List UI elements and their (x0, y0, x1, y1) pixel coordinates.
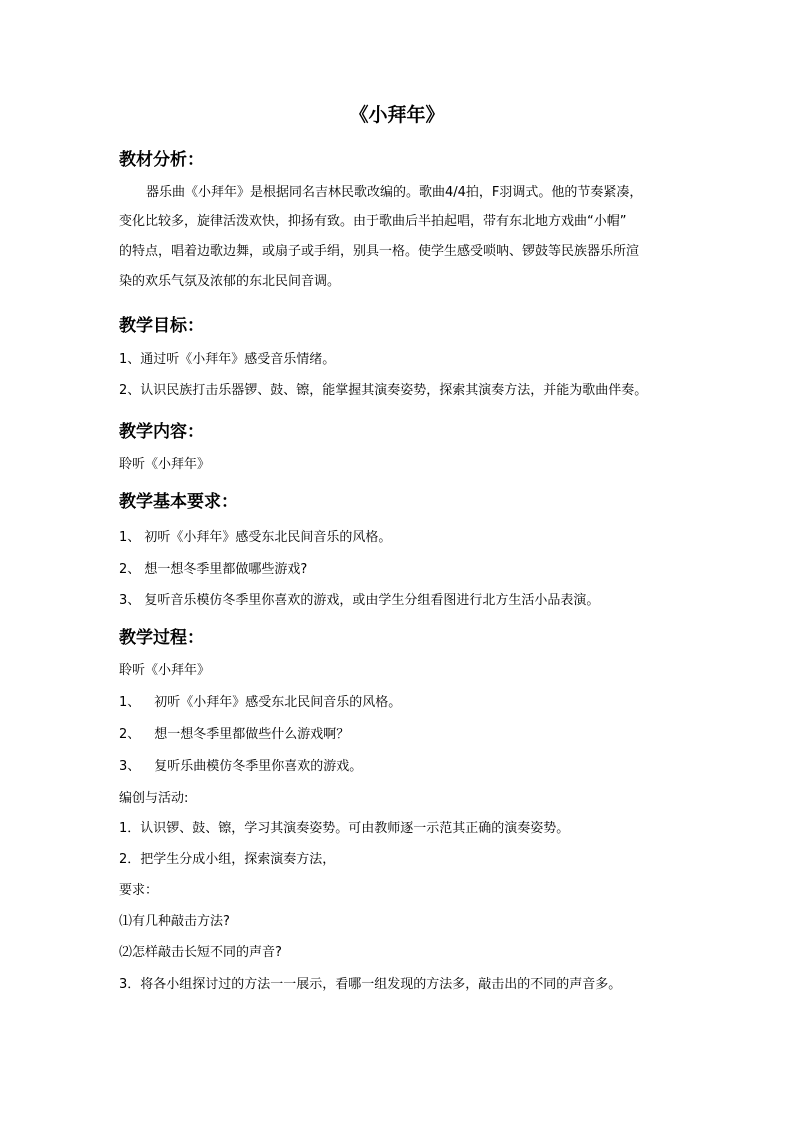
process-step (119, 758, 362, 776)
requirement-label: 要求： (119, 883, 159, 898)
content-text: 聆听《小拜年》 (119, 457, 211, 472)
question-item: ⑵怎样敲击长短不同的声音? (119, 945, 282, 960)
process-step-text: 初听《小拜年》感受东北民间音乐的风格。 (154, 695, 402, 710)
process-step (119, 694, 401, 712)
heading-analysis: 教材分析： (119, 150, 204, 170)
process-step-text: 想一想冬季里都做些什么游戏啊？ (154, 727, 350, 742)
process-step-text: 复听乐曲模仿冬季里你喜欢的游戏。 (154, 759, 363, 774)
process-intro: 聆听《小拜年》 (119, 663, 211, 678)
process-step (119, 726, 349, 744)
heading-requirements: 教学基本要求： (119, 492, 238, 512)
requirement-item: 3、 复听音乐模仿冬季里你喜欢的游戏，或由学生分组看图进行北方生活小品表演。 (119, 593, 600, 608)
activity-label: 编创与活动: (119, 791, 189, 806)
document-title: 《小拜年》 (349, 104, 445, 126)
process-step-number: 3、 (119, 759, 141, 774)
heading-content: 教学内容： (119, 422, 204, 442)
analysis-line: 染的欢乐气氛及浓郁的东北民间音调。 (119, 274, 341, 289)
final-activity: 3．将各小组探讨过的方法一一展示，看哪一组发现的方法多，敲击出的不同的声音多。 (119, 977, 622, 992)
process-step-number: 1、 (119, 695, 141, 710)
goal-item: 1、通过听《小拜年》感受音乐情绪。 (119, 352, 336, 367)
analysis-line: 的特点，唱着边歌边舞，或扇子或手绢，别具一格。使学生感受唢呐、锣鼓等民族器乐所渲 (119, 244, 640, 259)
question-item: ⑴有几种敲击方法? (119, 914, 230, 929)
activity-item: 2．把学生分成小组，探索演奏方法， (119, 852, 336, 867)
process-step-number: 2、 (119, 727, 141, 742)
activity-item: 1．认识锣、鼓、镲，学习其演奏姿势。可由教师逐一示范其正确的演奏姿势。 (119, 821, 570, 836)
requirement-item: 1、 初听《小拜年》感受东北民间音乐的风格。 (119, 530, 392, 545)
heading-goals: 教学目标： (119, 316, 204, 336)
analysis-line: 变化比较多，旋律活泼欢快，抑扬有致。由于歌曲后半拍起唱，带有东北地方戏曲“小帽” (119, 214, 627, 229)
requirement-item: 2、 想一想冬季里都做哪些游戏? (119, 562, 308, 577)
heading-process: 教学过程： (119, 628, 204, 648)
analysis-line: 器乐曲《小拜年》是根据同名吉林民歌改编的。歌曲4/4拍，F羽调式。他的节奏紧凑， (146, 185, 643, 200)
goal-item: 2、认识民族打击乐器锣、鼓、镲，能掌握其演奏姿势，探索其演奏方法，并能为歌曲伴奏。 (119, 383, 648, 398)
